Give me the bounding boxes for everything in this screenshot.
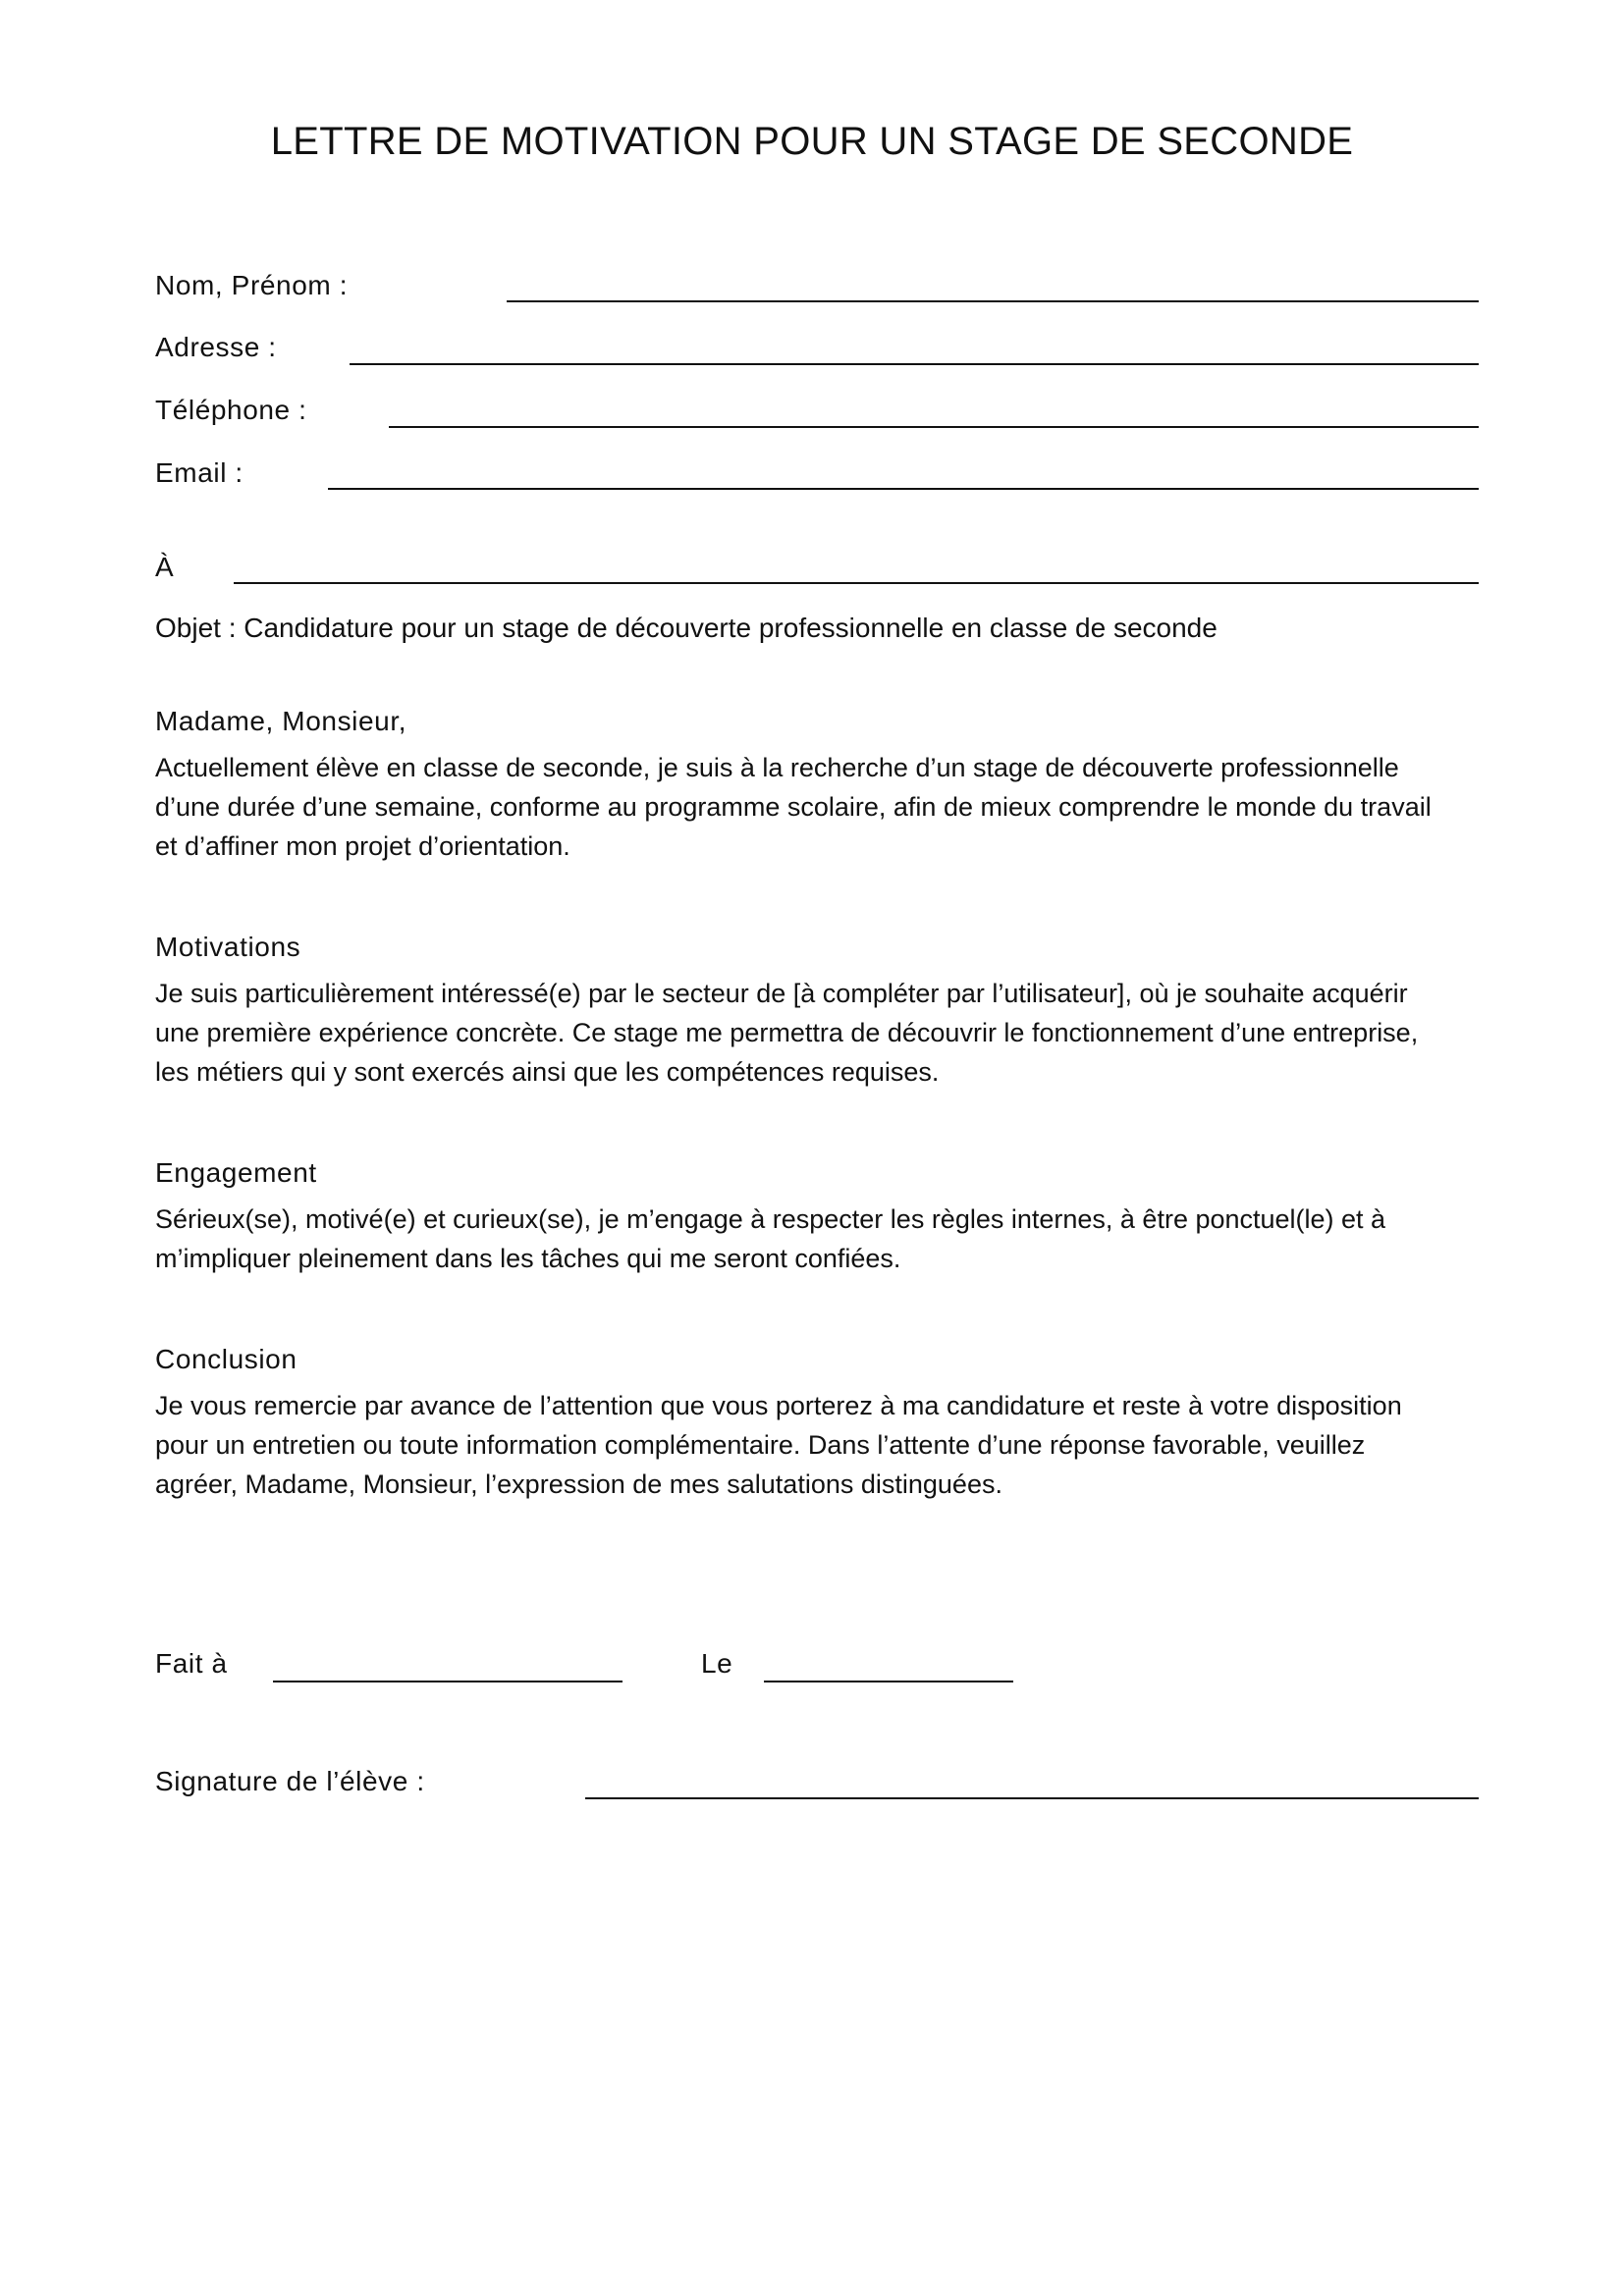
signature-label: Signature de l’élève : (155, 1766, 425, 1796)
conclusion-heading: Conclusion (155, 1344, 298, 1374)
page-title: LETTRE DE MOTIVATION POUR UN STAGE DE SECONDE (270, 120, 1354, 163)
address-field-line[interactable] (350, 363, 1479, 365)
place-label: Fait à (155, 1648, 228, 1679)
email-field-label: Email : (155, 457, 244, 488)
engagement-heading: Engagement (155, 1157, 317, 1188)
recipient-line[interactable] (234, 582, 1479, 584)
motivations-heading: Motivations (155, 932, 301, 962)
engagement-line: Sérieux(se), motivé(e) et curieux(se), je m’engage à respecter les règles internes, à être ponctuel(le) et à (155, 1204, 1386, 1234)
intro-line: d’une durée d’une semaine, conforme au programme scolaire, afin de mieux comprendre le monde du travail (155, 792, 1432, 822)
engagement-line: m’impliquer pleinement dans les tâches qui me seront confiées. (155, 1244, 901, 1273)
phone-field-label: Téléphone : (155, 395, 307, 425)
address-field-label: Adresse : (155, 332, 277, 362)
intro-paragraph (155, 748, 1481, 866)
name-field-line[interactable] (507, 300, 1479, 302)
intro-line: Actuellement élève en classe de seconde, je suis à la recherche d’un stage de découverte professionnelle (155, 753, 1399, 782)
motivations-line: Je suis particulièrement intéressé(e) par le secteur de [à compléter par l’utilisateur], où je souhaite acquérir (155, 979, 1408, 1008)
subject-line: Objet : Candidature pour un stage de découverte professionnelle en classe de seconde (155, 613, 1218, 643)
motivations-line: les métiers qui y sont exercés ainsi que les compétences requises. (155, 1057, 940, 1087)
conclusion-line: agréer, Madame, Monsieur, l’expression de mes salutations distinguées. (155, 1469, 1002, 1499)
engagement-paragraph (155, 1200, 1481, 1278)
salutation: Madame, Monsieur, (155, 706, 407, 736)
signature-line[interactable] (585, 1797, 1479, 1799)
recipient-label: À (155, 552, 175, 582)
name-field-label: Nom, Prénom : (155, 270, 349, 300)
motivations-paragraph (155, 974, 1481, 1092)
date-label: Le (701, 1648, 733, 1679)
motivations-line: une première expérience concrète. Ce stage me permettra de découvrir le fonctionnement d’une entreprise, (155, 1018, 1419, 1047)
intro-line: et d’affiner mon projet d’orientation. (155, 831, 570, 861)
conclusion-paragraph (155, 1386, 1481, 1504)
email-field-line[interactable] (328, 488, 1479, 490)
conclusion-line: pour un entretien ou toute information complémentaire. Dans l’attente d’une réponse favorable, veuillez (155, 1430, 1366, 1460)
phone-field-line[interactable] (389, 426, 1479, 428)
place-line[interactable] (273, 1681, 623, 1682)
conclusion-line: Je vous remercie par avance de l’attention que vous porterez à ma candidature et reste à votre disposition (155, 1391, 1402, 1420)
date-line[interactable] (764, 1681, 1013, 1682)
